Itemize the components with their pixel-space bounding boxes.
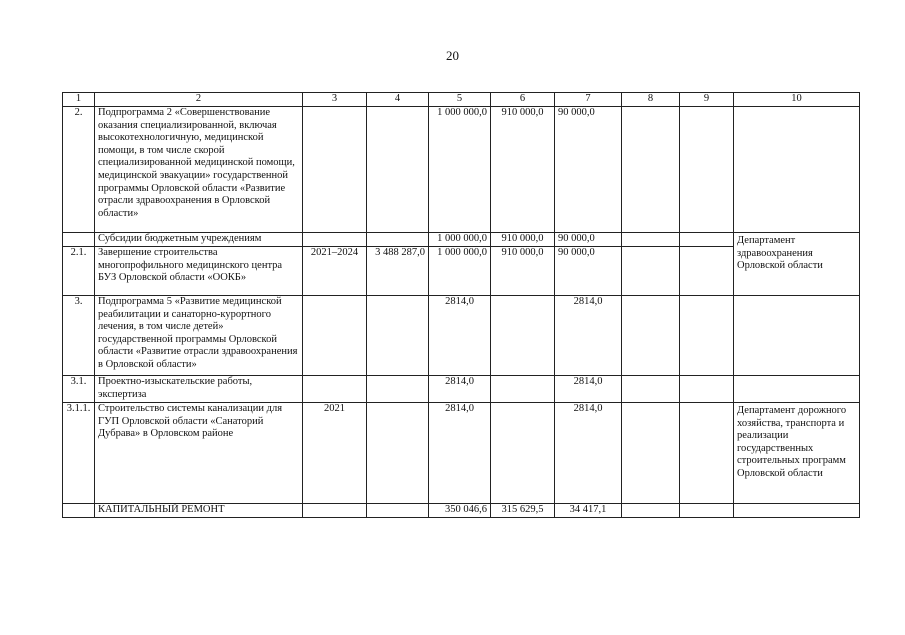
row-department [734, 107, 860, 233]
row-cost [367, 107, 429, 233]
header-cell: 4 [367, 93, 429, 107]
table-row [63, 376, 860, 403]
row-number [63, 504, 95, 518]
header-cell: 2 [95, 93, 303, 107]
row-cost [367, 504, 429, 518]
row-cost [367, 403, 429, 504]
row-cost [367, 376, 429, 403]
budget-table [62, 92, 860, 518]
row-cost: 3 488 287,0 [367, 247, 429, 296]
row-col8 [622, 403, 680, 504]
row-col7: 2814,0 [555, 403, 622, 504]
row-name: Подпрограмма 2 «Совершенствование оказания специализированной, включая высокотехнологичную, медицинской помощи, в том числе скорой специализированной медицинской помощи, медицинской эвакуации» государственной программы Орловской области «Развитие отрасли здравоохранения в Орловской области» [95, 107, 303, 233]
row-col9 [680, 376, 734, 403]
row-period [303, 376, 367, 403]
row-number: 3. [63, 296, 95, 376]
row-col7: 2814,0 [555, 296, 622, 376]
row-department [734, 296, 860, 376]
row-col9 [680, 504, 734, 518]
table-row [63, 504, 860, 518]
row-name: Субсидии бюджетным учреждениям [95, 233, 303, 247]
row-col7: 34 417,1 [555, 504, 622, 518]
row-number: 3.1. [63, 376, 95, 403]
row-col6 [491, 376, 555, 403]
row-col9 [680, 247, 734, 296]
row-col8 [622, 233, 680, 247]
row-period [303, 233, 367, 247]
row-number [63, 233, 95, 247]
header-cell: 7 [555, 93, 622, 107]
header-cell: 10 [734, 93, 860, 107]
row-col8 [622, 107, 680, 233]
row-number: 2.1. [63, 247, 95, 296]
row-period [303, 107, 367, 233]
row-col7: 90 000,0 [555, 233, 622, 247]
row-col5: 1 000 000,0 [429, 107, 491, 233]
row-col8 [622, 376, 680, 403]
row-col6: 910 000,0 [491, 233, 555, 247]
row-period [303, 504, 367, 518]
row-col9 [680, 107, 734, 233]
row-col5: 1 000 000,0 [429, 247, 491, 296]
row-name: КАПИТАЛЬНЫЙ РЕМОНТ [95, 504, 303, 518]
header-cell: 9 [680, 93, 734, 107]
row-number: 2. [63, 107, 95, 233]
page-number: 20 [446, 48, 459, 63]
row-department: Департамент дорожного хозяйства, транспорта и реализации государственных строительных программ Орловской области [734, 403, 860, 504]
row-col5: 2814,0 [429, 403, 491, 504]
row-name: Подпрограмма 5 «Развитие медицинской реабилитации и санаторно-курортного лечения, в том числе детей» государственной программы Орловской области «Развитие отрасли здравоохранения в Орловской области» [95, 296, 303, 376]
row-col5: 2814,0 [429, 296, 491, 376]
header-cell: 3 [303, 93, 367, 107]
row-col9 [680, 403, 734, 504]
row-department: Департамент здравоохранения Орловской области [734, 233, 860, 296]
row-department [734, 376, 860, 403]
row-col7: 2814,0 [555, 376, 622, 403]
header-cell: 5 [429, 93, 491, 107]
row-col6 [491, 296, 555, 376]
header-cell: 6 [491, 93, 555, 107]
row-col8 [622, 504, 680, 518]
row-period: 2021–2024 [303, 247, 367, 296]
row-number: 3.1.1. [63, 403, 95, 504]
header-cell: 8 [622, 93, 680, 107]
row-col8 [622, 296, 680, 376]
header-cell: 1 [63, 93, 95, 107]
table-row [63, 296, 860, 376]
row-cost [367, 296, 429, 376]
row-cost [367, 233, 429, 247]
row-name: Строительство системы канализации для ГУП Орловской области «Санаторий Дубрава» в Орловском районе [95, 403, 303, 504]
row-col6: 910 000,0 [491, 247, 555, 296]
row-col8 [622, 247, 680, 296]
row-period [303, 296, 367, 376]
row-period: 2021 [303, 403, 367, 504]
row-name: Проектно-изыскательские работы, экспертиза [95, 376, 303, 403]
row-col6 [491, 403, 555, 504]
row-name: Завершение строительства многопрофильного медицинского центра БУЗ Орловской области «ООКБ» [95, 247, 303, 296]
row-col5: 1 000 000,0 [429, 233, 491, 247]
row-col6: 910 000,0 [491, 107, 555, 233]
row-col7: 90 000,0 [555, 247, 622, 296]
row-col5: 2814,0 [429, 376, 491, 403]
table-row [63, 107, 860, 233]
table-header-row [63, 93, 860, 107]
row-col6: 315 629,5 [491, 504, 555, 518]
row-col5: 350 046,6 [429, 504, 491, 518]
table-row [63, 403, 860, 504]
row-col9 [680, 296, 734, 376]
row-col9 [680, 233, 734, 247]
row-department [734, 504, 860, 518]
table-row [63, 233, 860, 247]
row-col7: 90 000,0 [555, 107, 622, 233]
